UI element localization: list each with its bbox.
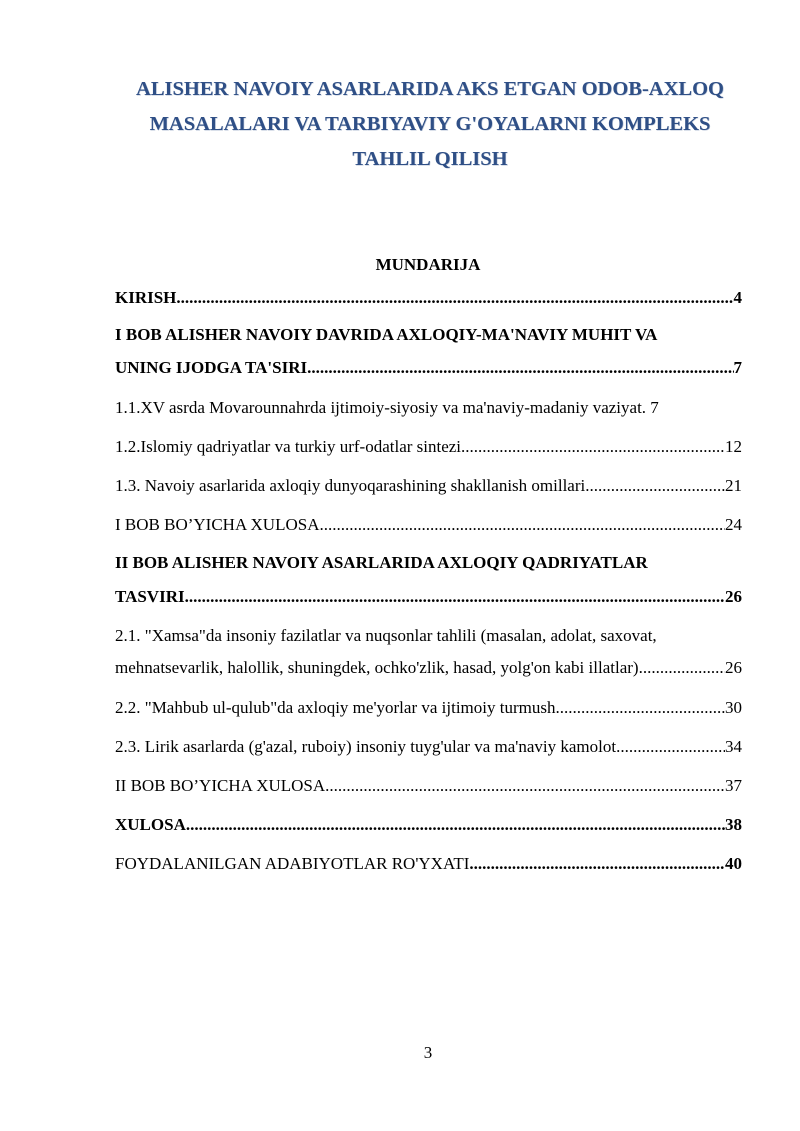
- toc-entry-1-1[interactable]: [115, 396, 742, 420]
- toc-entry-2-2[interactable]: [115, 696, 742, 720]
- toc-entry-text: 2.1. "Xamsa"da insoniy fazilatlar va nuqsonlar tahlili (masalan, adolat, saxovat,: [115, 626, 657, 645]
- toc-entry-page: 40: [725, 854, 742, 873]
- toc-entry-page: 24: [725, 515, 742, 534]
- toc-entry-text: 1.3. Navoiy asarlarida axloqiy dunyoqarashining shakllanish omillari: [115, 476, 586, 495]
- toc-entry-text: II BOB BO’YICHA XULOSA: [115, 776, 326, 795]
- dot-leader: [185, 585, 725, 609]
- dot-leader: [555, 696, 725, 720]
- toc-entry-text: FOYDALANILGAN ADABIYOTLAR RO'YXATI: [115, 854, 470, 873]
- toc-entry-text: UNING IJODGA TA'SIRI: [115, 358, 308, 377]
- toc-entry-page: 34: [725, 737, 742, 756]
- toc-entry-xulosa[interactable]: [115, 813, 742, 837]
- toc-entry-page: 26: [725, 587, 742, 606]
- toc-entry-2-3[interactable]: [115, 735, 742, 759]
- toc-entry-page: 38: [725, 815, 742, 834]
- toc-entry-2-1-line-1[interactable]: [115, 624, 742, 648]
- toc-entry-text: 2.3. Lirik asarlarda (g'azal, ruboiy) insoniy tuyg'ular va ma'naviy kamolot: [115, 737, 617, 756]
- toc-entry-text: I BOB ALISHER NAVOIY DAVRIDA AXLOQIY-MA'NAVIY MUHIT VA: [115, 325, 658, 344]
- toc-entry-page: 26: [725, 658, 742, 677]
- toc-entry-chapter-1-line-2[interactable]: [115, 356, 742, 380]
- title-line-2: MASALALARI VA TARBIYAVIY G'OYALARNI KOMPLEKS: [149, 113, 711, 135]
- toc-entry-1-3[interactable]: [115, 474, 742, 498]
- dot-leader: [307, 356, 733, 380]
- toc-entry-bibliography[interactable]: [115, 852, 742, 876]
- toc-entry-text: 1.1.XV asrda Movarounnahrda ijtimoiy-siyosiy va ma'naviy-madaniy vaziyat. 7: [115, 398, 659, 417]
- dot-leader: [186, 813, 725, 837]
- toc-entry-chapter-2-line-2[interactable]: [115, 585, 742, 609]
- toc-entry-text: 2.2. "Mahbub ul-qulub"da axloqiy me'yorlar va ijtimoiy turmush: [115, 698, 556, 717]
- page-number: 3: [423, 1043, 433, 1062]
- dot-leader: [461, 435, 725, 459]
- toc-entry-chapter-1-summary[interactable]: [115, 513, 742, 537]
- toc-entry-text: II BOB ALISHER NAVOIY ASARLARIDA AXLOQIY QADRIYATLAR: [115, 553, 648, 572]
- toc-entry-text: I BOB BO’YICHA XULOSA: [115, 515, 320, 534]
- dot-leader: [176, 286, 733, 310]
- toc-entry-kirish[interactable]: [115, 286, 742, 310]
- toc-entry-text: XULOSA: [115, 815, 186, 834]
- toc-entry-page: 7: [733, 358, 742, 377]
- dot-leader: [325, 774, 725, 798]
- toc-entry-page: 37: [725, 776, 742, 795]
- title-line-3: TAHLIL QILISH: [352, 148, 508, 170]
- toc-entry-text: TASVIRI: [115, 587, 185, 606]
- toc-heading: MUNDARIJA: [375, 255, 481, 274]
- toc-entry-text: 1.2.Islomiy qadriyatlar va turkiy urf-odatlar sintezi: [115, 437, 462, 456]
- toc-entry-1-2[interactable]: [115, 435, 742, 459]
- toc-entry-page: 12: [725, 437, 742, 456]
- toc-entry-chapter-2-line-1[interactable]: [115, 551, 742, 575]
- title-line-1: ALISHER NAVOIY ASARLARIDA AKS ETGAN ODOB-AXLOQ: [136, 78, 724, 100]
- dot-leader: [469, 852, 725, 876]
- toc-entry-page: 21: [725, 476, 742, 495]
- toc-entry-2-1-line-2[interactable]: [115, 656, 742, 680]
- toc-entry-page: 4: [733, 288, 742, 307]
- toc-entry-page: 30: [725, 698, 742, 717]
- toc-entry-text: mehnatsevarlik, halollik, shuningdek, ochko'zlik, hasad, yolg'on kabi illatlar): [115, 658, 639, 677]
- toc-entry-chapter-1-line-1[interactable]: [115, 323, 742, 347]
- dot-leader: [319, 513, 725, 537]
- dot-leader: [639, 656, 725, 680]
- toc-entry-text: KIRISH: [115, 288, 177, 307]
- dot-leader: [616, 735, 725, 759]
- dot-leader: [585, 474, 725, 498]
- document-title: [60, 72, 800, 177]
- toc-entry-chapter-2-summary[interactable]: [115, 774, 742, 798]
